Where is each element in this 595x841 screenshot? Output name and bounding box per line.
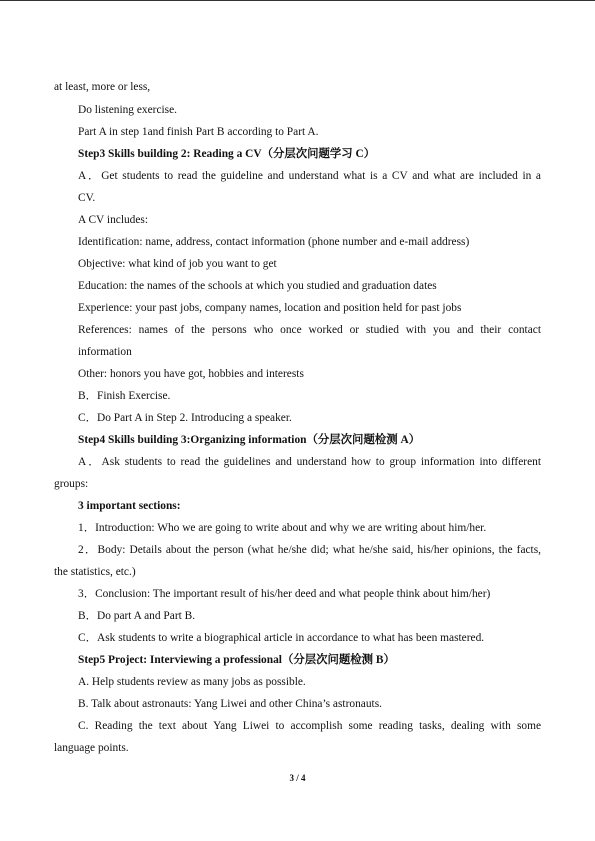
text-line: Identification: name, address, contact information (phone number and e-mail address) [78,236,470,248]
text-line: C．Ask students to write a biographical article in accordance to what has been mastered. [78,632,485,644]
page-number: 3 / 4 [289,773,306,783]
text-line: Other: honors you have got, hobbies and interests [78,368,304,380]
section-heading-step4: Step4 Skills building 3:Organizing information（分层次问题检测 A） [78,434,421,446]
text-line: Education: the names of the schools at which you studied and graduation dates [78,280,437,292]
text-line: 1．Introduction: Who we are going to write about and why we are writing about him/her. [78,522,487,534]
text-line: 2．Body: Details about the person (what he/she did; what he/she said, his/her opinions, the facts, [78,544,541,556]
section-heading-step3: Step3 Skills building 2: Reading a CV（分层次问题学习 C） [78,148,376,160]
section-heading-step5: Step5 Project: Interviewing a professional（分层次问题检测 B） [78,654,395,666]
subheading: 3 important sections: [78,500,181,512]
header-rule [0,0,595,1]
text-line: A．Get students to read the guideline and understand what is a CV and what are included in a [78,170,541,182]
text-line: B. Talk about astronauts: Yang Liwei and other China’s astronauts. [78,698,382,710]
text-line: Do listening exercise. [78,104,178,116]
text-line: B．Do part A and Part B. [78,610,196,622]
text-line: C．Do Part A in Step 2. Introducing a speaker. [78,412,292,424]
text-line: CV. [78,192,96,204]
text-line: information [78,346,132,358]
text-line: the statistics, etc.) [54,566,136,578]
text-line: A. Help students review as many jobs as possible. [78,676,306,688]
text-line: Objective: what kind of job you want to get [78,258,277,270]
text-line: A．Ask students to read the guidelines and understand how to group information into different [78,456,541,468]
text-line: B．Finish Exercise. [78,390,171,402]
text-line: groups: [54,478,89,490]
text-line: 3．Conclusion: The important result of his/her deed and what people think about him/her) [78,588,491,600]
text-line: at least, more or less, [54,81,151,93]
text-line: Part A in step 1and finish Part B according to Part A. [78,126,319,138]
text-line: language points. [54,742,129,754]
text-line: References: names of the persons who once worked or studied with you and their contact [78,324,541,336]
text-line: C. Reading the text about Yang Liwei to accomplish some reading tasks, dealing with some [78,720,541,732]
text-line: A CV includes: [78,214,149,226]
text-line: Experience: your past jobs, company names, location and position held for past jobs [78,302,462,314]
